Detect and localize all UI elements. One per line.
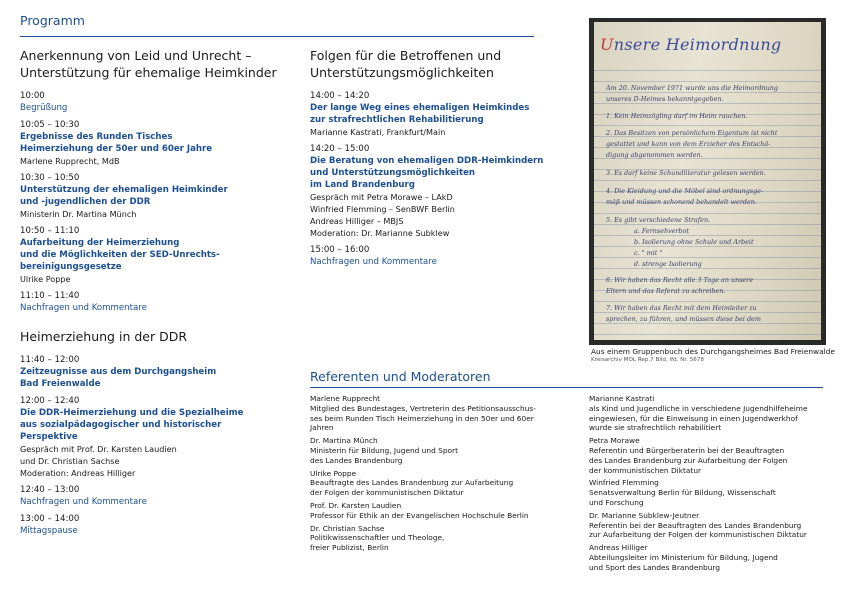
section-title	[20, 47, 300, 81]
handwritten-line: a. Fernsehverbot	[634, 227, 690, 235]
agenda-item	[20, 173, 300, 220]
referent-role: der kommunistischen Diktatur	[589, 465, 702, 475]
referent-role: Abteilungsleiter im Ministerium für Bildung, Jugend	[589, 552, 778, 562]
section-title-line: Anerkennung von Leid und Unrecht –	[20, 48, 252, 63]
agenda-title: Die DDR-Heimerziehung und die Spezialheime	[20, 408, 244, 418]
photo-caption: Aus einem Gruppenbuch des Durchgangsheimes Bad Freienwalde	[591, 347, 835, 356]
referent-name: Petra Morawe	[589, 436, 640, 446]
handwritten-line: 6. Wir haben das Recht alle 3 Tage an unsere	[606, 276, 754, 284]
agenda-speaker: Gespräch mit Petra Morawe – LAkD	[310, 192, 453, 202]
agenda-speaker: Marlene Rupprecht, MdB	[20, 156, 120, 166]
agenda-title: und Unterstützungsmöglichkeiten	[310, 168, 476, 178]
notebook-rule	[594, 81, 821, 82]
handwritten-line: Am 20. November 1971 wurde uns die Heimordnung	[606, 84, 778, 92]
referent-role: Referentin und Bürgerberaterin bei der Beauftragten	[589, 445, 785, 455]
section-title	[310, 47, 580, 81]
section-title-line: Unterstützungsmöglichkeiten	[310, 65, 494, 80]
heading-red-letter: U	[600, 35, 614, 54]
agenda-title: Der lange Weg eines ehemaligen Heimkindes	[310, 103, 530, 113]
referent-entry	[589, 394, 829, 433]
handwritten-line: 4. Die Kleidung und die Möbel sind ordnungsge-	[606, 187, 764, 195]
referent-role: Jahren	[310, 423, 334, 433]
agenda-speaker: und Dr. Christian Sachse	[20, 456, 120, 466]
agenda-label: Begrüßung	[20, 103, 68, 113]
notebook-rule	[594, 103, 821, 104]
referent-name: Dr. Martina Münch	[310, 436, 378, 446]
heading-text: nsere Heimordnung	[613, 35, 782, 54]
referent-role: der Folgen der kommunistischen Diktatur	[310, 488, 464, 498]
agenda-item	[310, 245, 580, 268]
handwritten-line: Eltern und das Referat zu schreiben.	[606, 287, 726, 295]
agenda-speaker: Gespräch mit Prof. Dr. Karsten Laudien	[20, 444, 177, 454]
referent-name: Winfried Flemming	[589, 478, 659, 488]
agenda-title: Zeitzeugnisse aus dem Durchgangsheim	[20, 367, 217, 377]
notebook-rule	[594, 246, 821, 247]
handwritten-line: sprechen, zu führen, und müssen diese bei dem	[606, 315, 761, 323]
agenda-item	[20, 514, 300, 537]
referent-name: Ulrike Poppe	[310, 468, 357, 478]
section-title-line: Folgen für die Betroffenen und	[310, 48, 502, 63]
section-title-line: Unterstützung für ehemalige Heimkinder	[20, 65, 277, 80]
agenda-title: und die Möglichkeiten der SED-Unrechts-	[20, 250, 220, 260]
agenda-item	[20, 485, 300, 508]
heimordnung-photo	[589, 18, 826, 345]
notebook-rule	[594, 92, 821, 93]
agenda-title: Heimerziehung der 50er und 60er Jahre	[20, 144, 213, 154]
referent-role: Beauftragte des Landes Brandenburg zur Aufarbeitung	[310, 478, 514, 488]
agenda-title: Die Beratung von ehemaligen DDR-Heimkindern	[310, 156, 544, 166]
agenda-speaker: Marianne Kastrati, Frankfurt/Main	[310, 127, 446, 137]
agenda-speaker: Andreas Hilliger – MBJS	[310, 216, 404, 226]
agenda-title: aus sozialpädagogischer und historischer	[20, 420, 222, 430]
agenda-item	[20, 396, 300, 479]
handwritten-heading	[600, 35, 781, 54]
handwritten-line: 7. Wir haben das Recht mit dem Heimleiter zu	[606, 304, 757, 312]
agenda-title: zur strafrechtlichen Rehabilitierung	[310, 115, 484, 125]
referent-role: Professor für Ethik an der Evangelischen Hochschule Berlin	[310, 510, 529, 520]
referent-role: und Forschung	[589, 497, 644, 507]
agenda-time: 10:50 – 11:10	[20, 226, 80, 236]
referents-title: Referenten und Moderatoren	[310, 369, 491, 384]
referent-role: eingewiesen, für die Einweisung in einen Jugendwerkhof	[589, 413, 798, 423]
agenda-speaker: Ulrike Poppe	[20, 274, 71, 284]
section-title	[20, 328, 300, 345]
notebook-rule	[594, 334, 821, 335]
photo-credit: Kreisarchiv MOL Rep.7 Bild, lfd. Nr. 5678	[591, 357, 704, 363]
referent-role: des Landes Brandenburg	[310, 455, 403, 465]
referent-entry	[589, 478, 829, 507]
agenda-title: bereinigungsgesetze	[20, 262, 122, 272]
agenda-speaker: Ministerin Dr. Martina Münch	[20, 209, 137, 219]
referent-name: Marianne Kastrati	[589, 394, 655, 403]
middle-column	[310, 47, 580, 274]
referent-entry	[310, 501, 580, 521]
agenda-title: und -jugendlichen der DDR	[20, 197, 151, 207]
agenda-title: im Land Brandenburg	[310, 180, 415, 190]
agenda-time: 15:00 – 16:00	[310, 245, 370, 255]
notebook-rule	[594, 268, 821, 269]
agenda-item	[20, 226, 300, 285]
agenda-time: 14:20 – 15:00	[310, 144, 370, 154]
referent-role: Politikwissenschaftler und Theologe,	[310, 533, 445, 543]
notebook-rule	[594, 257, 821, 258]
agenda-item	[20, 91, 300, 114]
notebook-rule	[594, 235, 821, 236]
section-spacer	[20, 320, 300, 328]
agenda-time: 12:00 – 12:40	[20, 396, 80, 406]
agenda-label: Nachfragen und Kommentare	[20, 497, 147, 507]
referent-role: wurde sie strafrechtlich rehabilitiert	[589, 423, 722, 433]
agenda-speaker: Winfried Flemming – SenBWF Berlin	[310, 204, 455, 214]
referent-name: Andreas Hilliger	[589, 543, 648, 553]
referent-entry	[310, 524, 580, 553]
agenda-label: Nachfragen und Kommentare	[20, 303, 147, 313]
handwritten-line: gestattet und kann von dem Erzieher des Entschä-	[606, 140, 771, 148]
agenda-title: Unterstützung der ehemaligen Heimkinder	[20, 185, 228, 195]
handwritten-line: digung abgenommen werden.	[606, 151, 703, 159]
handwritten-line: c. " mit "	[634, 249, 663, 257]
notebook-rule	[594, 125, 821, 126]
agenda-label: Mittagspause	[20, 526, 78, 536]
notebook-rule	[594, 312, 821, 313]
notebook-rule	[594, 323, 821, 324]
left-column	[20, 47, 300, 543]
referent-role: freier Publizist, Berlin	[310, 543, 389, 553]
agenda-time: 14:00 – 14:20	[310, 91, 370, 101]
agenda-item	[20, 291, 300, 314]
notebook-page	[594, 22, 821, 340]
referent-role: als Kind und Jugendliche in verschiedene Jugendhilfeheime	[589, 403, 808, 413]
handwritten-line: 1. Kein Heimzögling darf im Heim rauchen.	[606, 112, 748, 120]
agenda-title: Ergebnisse des Runden Tisches	[20, 132, 173, 142]
agenda-item	[20, 120, 300, 167]
referent-role: des Landes Brandenburg zur Aufarbeitung der Folgen	[589, 455, 788, 465]
agenda-time: 10:30 – 10:50	[20, 173, 80, 183]
notebook-rule	[594, 224, 821, 225]
handwritten-line: 3. Es darf keine Schundliteratur gelesen werden.	[606, 169, 766, 177]
referent-role: zur Aufarbeitung der Folgen der kommunistischen Diktatur	[589, 530, 807, 540]
referent-role: und Sport des Landes Brandenburg	[589, 562, 721, 572]
referents-column-1	[310, 394, 580, 556]
referent-name: Dr. Christian Sachse	[310, 523, 385, 533]
referents-column-2	[589, 394, 829, 576]
referent-role: Senatsverwaltung Berlin für Bildung, Wissenschaft	[589, 488, 776, 498]
referent-entry	[589, 436, 829, 475]
section-title-line: Heimerziehung in der DDR	[20, 329, 188, 344]
agenda-label: Nachfragen und Kommentare	[310, 257, 437, 267]
referent-role: ses beim Runden Tisch Heimerziehung in den 50er und 60er	[310, 413, 534, 423]
agenda-item	[310, 91, 580, 138]
referent-entry	[310, 436, 580, 465]
notebook-rule	[594, 70, 821, 71]
agenda-title: Bad Freienwalde	[20, 379, 101, 389]
referent-entry	[310, 469, 580, 498]
agenda-speaker: Moderation: Dr. Marianne Subklew	[310, 228, 450, 238]
notebook-rule	[594, 213, 821, 214]
referent-entry	[310, 394, 580, 433]
agenda-time: 10:00	[20, 91, 45, 101]
agenda-title: Perspektive	[20, 432, 78, 442]
handwritten-line: mäß und müssen schonend behandelt werden.	[606, 198, 757, 206]
referent-entry	[589, 511, 829, 540]
handwritten-line: 5. Es gibt verschiedene Strafen.	[606, 216, 711, 224]
agenda-item	[310, 144, 580, 239]
agenda-speaker: Moderation: Andreas Hilliger	[20, 468, 136, 478]
referent-name: Prof. Dr. Karsten Laudien	[310, 500, 402, 510]
handwritten-line: d. strenge Isolierung	[634, 260, 702, 268]
referent-role: Ministerin für Bildung, Jugend und Sport	[310, 445, 458, 455]
referent-entry	[589, 543, 829, 572]
agenda-time: 11:40 – 12:00	[20, 355, 80, 365]
agenda-title: Aufarbeitung der Heimerziehung	[20, 238, 180, 248]
agenda-time: 13:00 – 14:00	[20, 514, 80, 524]
agenda-item	[20, 355, 300, 390]
handwritten-line: unseres D-Heimes bekanntgegeben.	[606, 95, 724, 103]
referent-name: Dr. Marianne Subklew-Jeutner	[589, 510, 700, 520]
agenda-time: 12:40 – 13:00	[20, 485, 80, 495]
notebook-rule	[594, 180, 821, 181]
agenda-time: 11:10 – 11:40	[20, 291, 80, 301]
referent-role: Referentin bei der Beauftragten des Landes Brandenburg	[589, 520, 802, 530]
referents-divider	[310, 387, 823, 388]
program-divider	[20, 36, 534, 37]
notebook-rule	[594, 301, 821, 302]
agenda-time: 10:05 – 10:30	[20, 120, 80, 130]
referent-role: Mitglied des Bundestages, Vertreterin des Petitionsausschus-	[310, 403, 536, 413]
handwritten-line: b. Isolierung ohne Schule und Arbeit	[634, 238, 754, 246]
program-title: Programm	[20, 13, 85, 28]
handwritten-line: 2. Das Besitzen von persönlichem Eigentum ist nicht	[606, 129, 778, 137]
referent-name: Marlene Rupprecht	[310, 394, 381, 403]
